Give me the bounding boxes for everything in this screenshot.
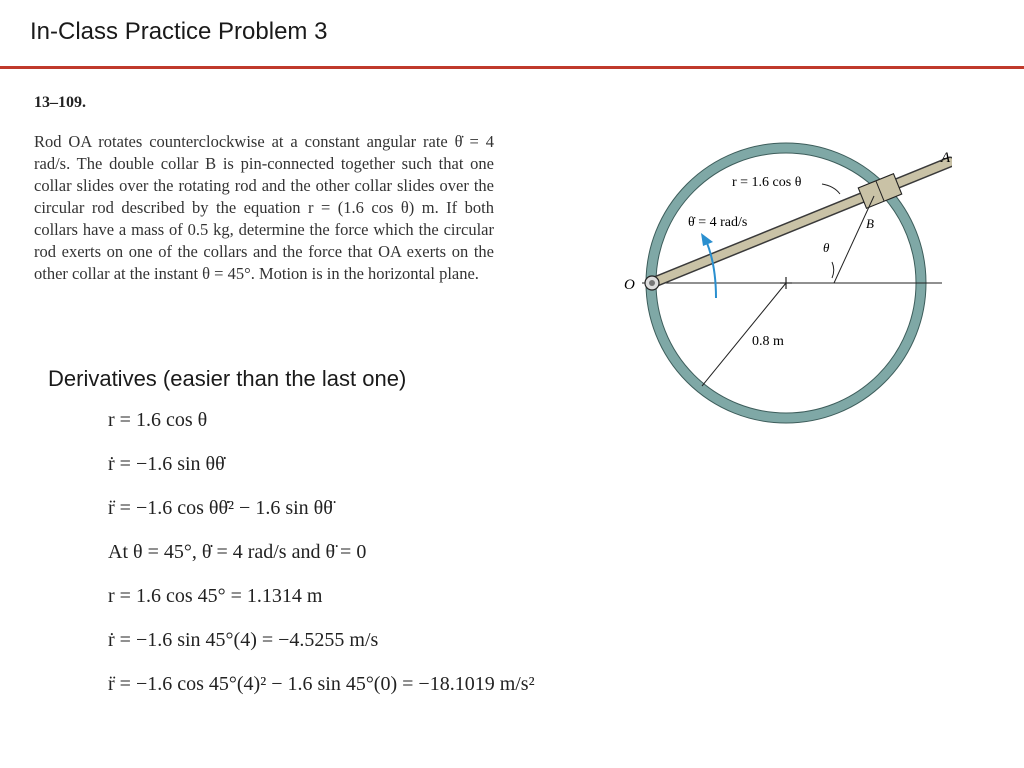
theta-label: θ xyxy=(823,240,830,255)
equation-conditions: At θ = 45°, θ̇ = 4 rad/s and θ̈ = 0 xyxy=(108,541,367,563)
problem-number: 13–109. xyxy=(34,94,86,111)
rate-label: θ̇ = 4 rad/s xyxy=(688,215,748,230)
point-b-label: B xyxy=(866,216,874,231)
equation-r: r = 1.6 cos θ xyxy=(108,409,208,431)
slide-title: In-Class Practice Problem 3 xyxy=(30,18,328,45)
r-equation-label: r = 1.6 cos θ xyxy=(732,175,802,190)
derivative-equations xyxy=(108,404,535,712)
point-a-label: A xyxy=(941,150,951,166)
problem-statement: Rod OA rotates counterclockwise at a constant angular rate θ̇ = 4 rad/s. The double collar B is pin-connected together such that one collar slides over the rotating rod and the other collar slides over the circular rod described by the equation r = (1.6 cos θ) m. If both collars have a mass of 0.5 kg, determine the force which the circular rod exerts on one of the collars and the force that OA exerts on the other collar at the instant θ = 45°. Motion is in the horizontal plane. xyxy=(34,132,494,283)
radius-label: 0.8 m xyxy=(752,334,784,349)
equation-r-ddot: r̈ = −1.6 cos θθ̇² − 1.6 sin θθ̈ xyxy=(108,497,333,519)
title-divider xyxy=(0,66,1024,69)
rotation-rate-arrow xyxy=(707,243,716,298)
collar-rod-diagram xyxy=(612,136,952,436)
equation-r-value: r = 1.6 cos 45° = 1.1314 m xyxy=(108,585,323,607)
equation-r-dot-value: ṙ = −1.6 sin 45°(4) = −4.5255 m/s xyxy=(108,629,379,651)
equation-r-dot: ṙ = −1.6 sin θθ̇ xyxy=(108,453,225,475)
derivatives-heading: Derivatives (easier than the last one) xyxy=(48,366,407,391)
equation-r-ddot-value: r̈ = −1.6 cos 45°(4)² − 1.6 sin 45°(0) = −18.1019 m/s² xyxy=(108,673,535,695)
point-o-label: O xyxy=(624,277,635,293)
